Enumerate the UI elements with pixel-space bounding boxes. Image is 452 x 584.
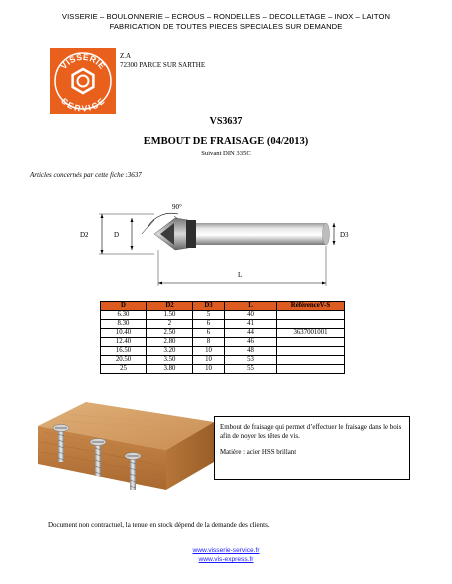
logo-text-bottom: SERVICE: [59, 95, 107, 114]
cell-d: 8.30: [101, 320, 147, 329]
cell-d2: 1.50: [147, 311, 193, 320]
table-row: [101, 311, 345, 320]
company-logo: [50, 48, 116, 114]
cell-reference: [277, 347, 345, 356]
cell-d3: 10: [193, 365, 225, 374]
cell-reference: [277, 311, 345, 320]
cell-d2: 2.80: [147, 338, 193, 347]
cell-d: 10.40: [101, 329, 147, 338]
website-link-1[interactable]: www.visserie-service.fr: [192, 547, 260, 554]
product-name: EMBOUT DE FRAISAGE (04/2013): [143, 136, 309, 147]
table-row: [101, 320, 345, 329]
technical-drawing: [70, 192, 370, 292]
wood-block-screws-image: [38, 398, 214, 498]
website-link-2[interactable]: www.vis-express.fr: [198, 556, 254, 563]
col-header-reference: RéférenceV-S: [277, 302, 345, 311]
address-line-2: 72300 PARCE SUR SARTHE: [120, 61, 206, 69]
cell-d3: 5: [193, 311, 225, 320]
angle-label: 90°: [172, 203, 182, 211]
cell-l: 41: [225, 320, 277, 329]
cell-d: 16.50: [101, 347, 147, 356]
table-row: [101, 365, 345, 374]
cell-l: 55: [225, 365, 277, 374]
articles-note: Articles concernés par cette fiche :3637: [30, 171, 142, 179]
cell-d3: 10: [193, 347, 225, 356]
cell-d3: 8: [193, 338, 225, 347]
cell-d2: 3.50: [147, 356, 193, 365]
cell-d2: 2: [147, 320, 193, 329]
product-norm: Suivant DIN 335C: [201, 150, 251, 157]
cell-reference: 3637001001: [277, 329, 345, 338]
d2-label: D2: [80, 231, 89, 239]
cell-reference: [277, 320, 345, 329]
description-box: [214, 416, 410, 480]
cell-reference: [277, 338, 345, 347]
cell-d2: 3.20: [147, 347, 193, 356]
col-header-d3: D3: [193, 302, 225, 311]
d3-label: D3: [340, 231, 349, 239]
cell-d2: 2.50: [147, 329, 193, 338]
table-row: [101, 338, 345, 347]
header-line-2: FABRICATION DE TOUTES PIECES SPECIALES SUR DEMANDE: [109, 22, 343, 31]
material-text: Matière : acier HSS brillant: [220, 449, 297, 456]
cell-l: 53: [225, 356, 277, 365]
cell-l: 44: [225, 329, 277, 338]
address-line-1: Z.A: [120, 52, 132, 60]
table-header-row: [101, 302, 345, 311]
cell-reference: [277, 356, 345, 365]
logo-text-top: VISSERIE: [58, 51, 108, 72]
table-row: [101, 356, 345, 365]
cell-d: 20.50: [101, 356, 147, 365]
header-line-1: VISSERIE – BOULONNERIE – ECROUS – RONDELLES – DECOLLETAGE – INOX – LAITON: [61, 12, 391, 21]
cell-d3: 6: [193, 329, 225, 338]
description-text: Embout de fraisage qui permet d’effectuer le fraisage dans le bois afin de noyer les têtes de vis.: [220, 424, 402, 440]
cell-l: 40: [225, 311, 277, 320]
cell-reference: [277, 365, 345, 374]
l-label: L: [238, 271, 243, 279]
cell-d: 12.40: [101, 338, 147, 347]
table-row: [101, 347, 345, 356]
table-row: [101, 329, 345, 338]
cell-d: 25: [101, 365, 147, 374]
col-header-l: L: [225, 302, 277, 311]
cell-d: 6.30: [101, 311, 147, 320]
col-header-d2: D2: [147, 302, 193, 311]
cell-l: 46: [225, 338, 277, 347]
disclaimer-text: Document non contractuel, la tenue en stock dépend de la demande des clients.: [48, 521, 270, 529]
cell-d3: 10: [193, 356, 225, 365]
dimensions-table: [100, 301, 345, 374]
cell-d2: 3.80: [147, 365, 193, 374]
d-label: D: [114, 231, 120, 239]
product-reference: VS3637: [209, 116, 243, 127]
col-header-d: D: [101, 302, 147, 311]
cell-d3: 6: [193, 320, 225, 329]
cell-l: 48: [225, 347, 277, 356]
